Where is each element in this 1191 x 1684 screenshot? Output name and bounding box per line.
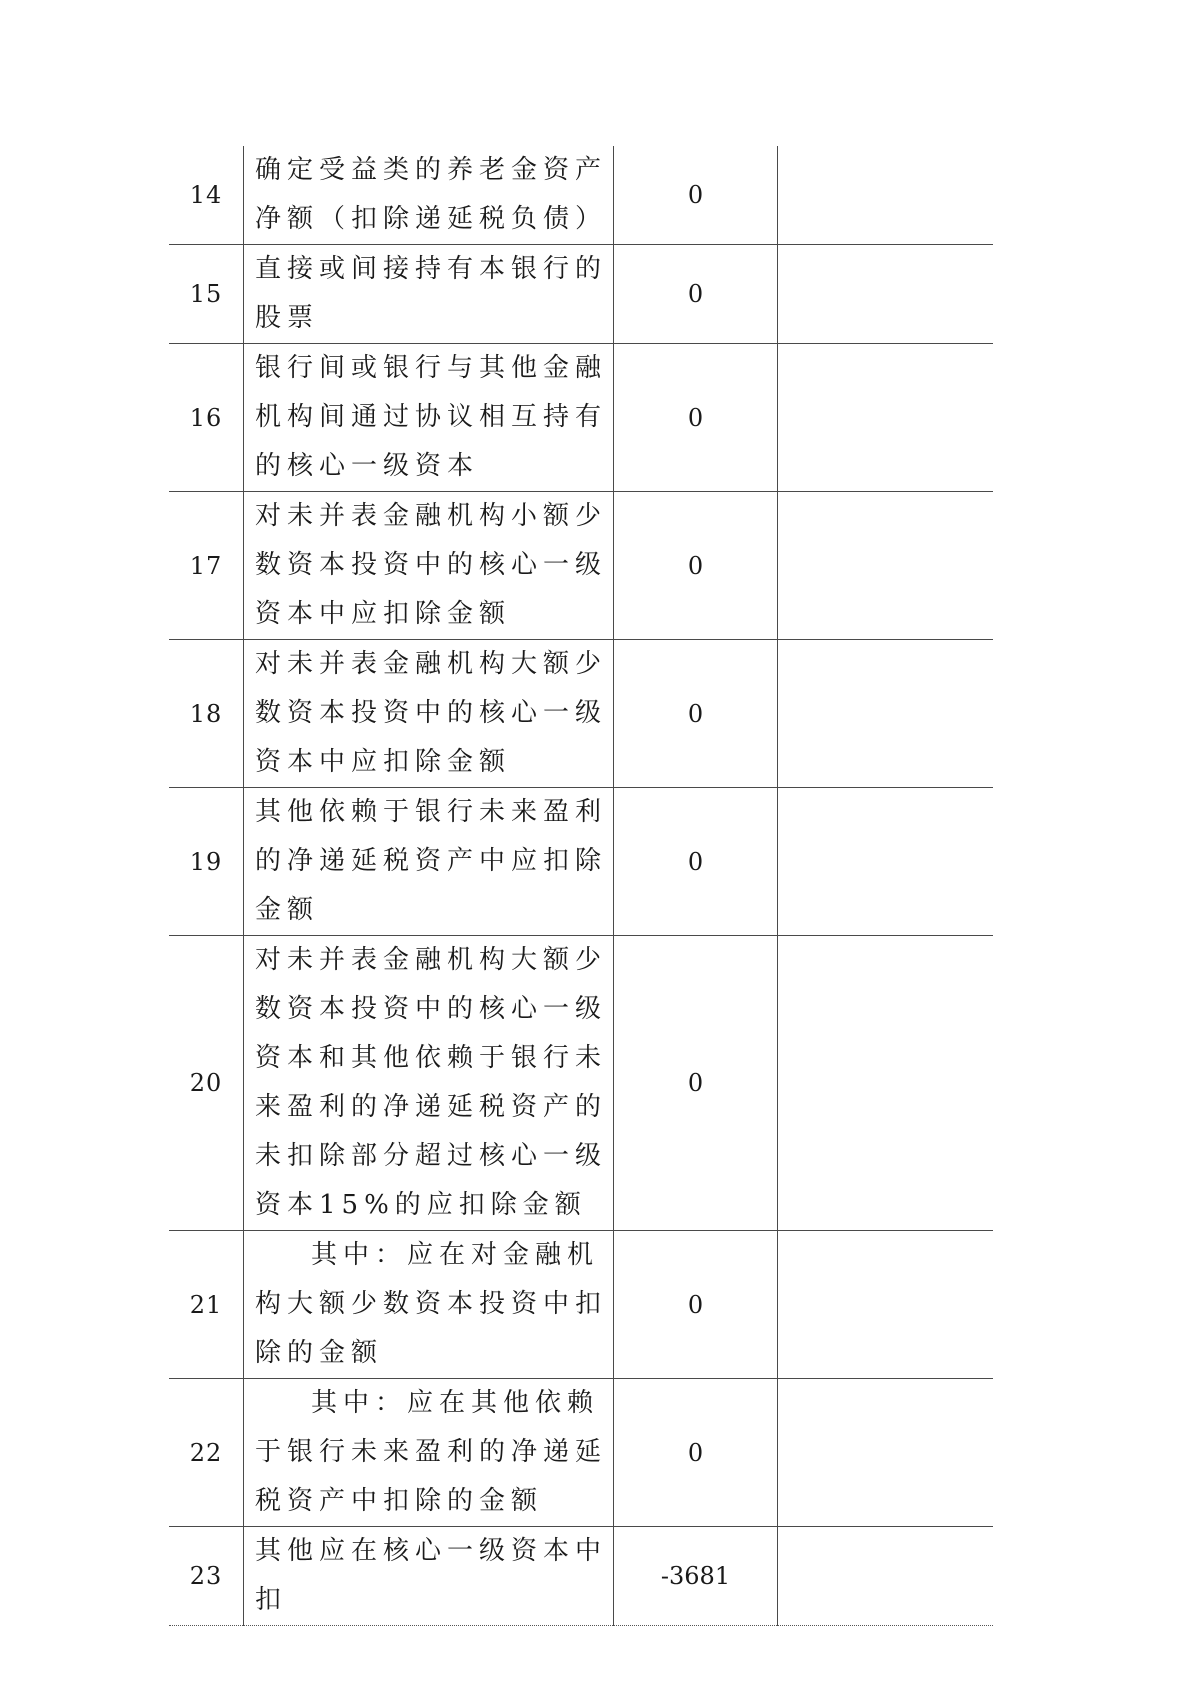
row-number: 19 <box>169 788 244 936</box>
amount-cell: 0 <box>614 640 778 788</box>
row-number: 22 <box>169 1379 244 1527</box>
amount-cell: 0 <box>614 936 778 1231</box>
note-cell <box>778 1231 994 1379</box>
table-row <box>169 492 993 640</box>
note-cell <box>778 1527 994 1626</box>
row-number: 20 <box>169 936 244 1231</box>
note-cell <box>778 245 994 344</box>
capital-deduction-table <box>169 146 993 1626</box>
note-cell <box>778 788 994 936</box>
item-cell <box>244 344 614 492</box>
table-row <box>169 936 993 1231</box>
table-row <box>169 1379 993 1527</box>
item-description: 银行间或银行与其他金融机构间通过协议相互持有的核心一级资本 <box>255 353 608 481</box>
table-row <box>169 1527 993 1626</box>
item-description: 对未并表金融机构大额少数资本投资中的核心一级资本中应扣除金额 <box>255 649 608 777</box>
item-cell <box>244 1231 614 1379</box>
item-cell <box>244 1379 614 1527</box>
row-number: 21 <box>169 1231 244 1379</box>
note-cell <box>778 344 994 492</box>
table-row <box>169 788 993 936</box>
note-cell <box>778 1379 994 1527</box>
amount-cell: 0 <box>614 344 778 492</box>
item-cell <box>244 1527 614 1626</box>
item-cell <box>244 640 614 788</box>
table-row <box>169 245 993 344</box>
amount-cell: 0 <box>614 788 778 936</box>
table-row <box>169 1231 993 1379</box>
amount-cell: 0 <box>614 1231 778 1379</box>
table-row <box>169 146 993 245</box>
row-number: 17 <box>169 492 244 640</box>
note-cell <box>778 492 994 640</box>
amount-cell: 0 <box>614 245 778 344</box>
item-cell <box>244 492 614 640</box>
amount-cell: -3681 <box>614 1527 778 1626</box>
item-description: 其中：应在其他依赖于银行未来盈利的净递延税资产中扣除的金额 <box>255 1388 608 1516</box>
table-row <box>169 344 993 492</box>
amount-cell: 0 <box>614 146 778 245</box>
item-description: 确定受益类的养老金资产净额（扣除递延税负债） <box>255 155 608 234</box>
amount-cell: 0 <box>614 492 778 640</box>
item-cell <box>244 788 614 936</box>
item-cell <box>244 146 614 245</box>
item-description: 直接或间接持有本银行的股票 <box>255 254 608 333</box>
note-cell <box>778 936 994 1231</box>
row-number: 14 <box>169 146 244 245</box>
row-number: 18 <box>169 640 244 788</box>
item-cell <box>244 245 614 344</box>
row-number: 15 <box>169 245 244 344</box>
table-row <box>169 640 993 788</box>
item-description: 其中：应在对金融机构大额少数资本投资中扣除的金额 <box>255 1240 608 1368</box>
item-description: 其他依赖于银行未来盈利的净递延税资产中应扣除金额 <box>255 797 608 925</box>
item-cell <box>244 936 614 1231</box>
amount-cell: 0 <box>614 1379 778 1527</box>
note-cell <box>778 640 994 788</box>
item-description: 对未并表金融机构小额少数资本投资中的核心一级资本中应扣除金额 <box>255 501 608 629</box>
note-cell <box>778 146 994 245</box>
item-description: 其他应在核心一级资本中扣 <box>255 1536 608 1615</box>
row-number: 23 <box>169 1527 244 1626</box>
row-number: 16 <box>169 344 244 492</box>
item-description: 对未并表金融机构大额少数资本投资中的核心一级资本和其他依赖于银行未来盈利的净递延税资产的未扣除部分超过核心一级资本15%的应扣除金额 <box>255 945 608 1220</box>
